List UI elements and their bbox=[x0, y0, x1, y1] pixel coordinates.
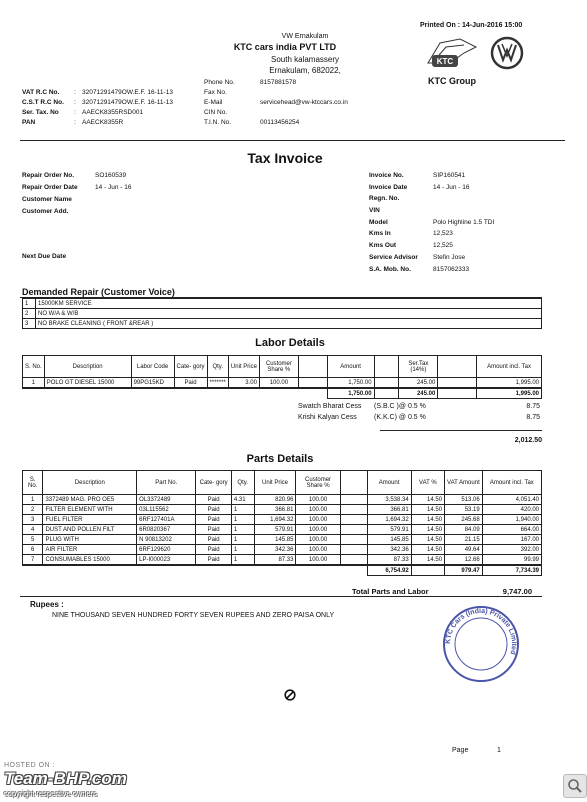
table-cell: 7 bbox=[23, 555, 43, 566]
table-row bbox=[23, 535, 542, 545]
printed-on: Printed On : 14-Jun-2016 15:00 bbox=[420, 22, 523, 29]
cess-kkc-value: 8.75 bbox=[526, 414, 540, 421]
table-cell: Paid bbox=[196, 515, 232, 525]
table-cell: 1,694.32 bbox=[367, 515, 411, 525]
table-cell bbox=[340, 545, 367, 555]
table-cell: 4.31 bbox=[231, 495, 254, 505]
table-cell: 12.66 bbox=[445, 555, 483, 566]
table-cell: 53.19 bbox=[445, 505, 483, 515]
table-cell: 14.50 bbox=[411, 525, 444, 535]
table-cell: Paid bbox=[196, 545, 232, 555]
table-cell: 513.06 bbox=[445, 495, 483, 505]
table-cell: 6RF127401A bbox=[137, 515, 196, 525]
table-cell: 14.50 bbox=[411, 535, 444, 545]
table-cell: 167.00 bbox=[482, 535, 541, 545]
table-row bbox=[23, 515, 542, 525]
table-cell: 145.85 bbox=[367, 535, 411, 545]
table-cell: 14.50 bbox=[411, 505, 444, 515]
cess-kkc-label: Krishi Kalyan Cess bbox=[298, 414, 357, 421]
tax-id-values: 32071291479OW.E.F. 16-11-13 32071291479OW.E.F. 16-11-13 AAECK8355RSD001 AAECK8355R bbox=[82, 89, 173, 126]
labor-grand-divider bbox=[380, 430, 542, 431]
table-cell: N 90813202 bbox=[137, 535, 196, 545]
table-row: 3 NO BRAKE CLEANING ( FRONT &REAR ) bbox=[23, 319, 542, 329]
demanded-repair-title: Demanded Repair (Customer Voice) bbox=[22, 287, 175, 297]
total-parts-labor-value: 9,747.00 bbox=[502, 587, 532, 596]
table-cell: 6RF129620 bbox=[137, 545, 196, 555]
tax-id-colons: : : : : bbox=[74, 89, 76, 126]
table-cell bbox=[340, 555, 367, 566]
table-cell: 14.50 bbox=[411, 495, 444, 505]
table-cell bbox=[340, 525, 367, 535]
table-cell: 87.33 bbox=[254, 555, 296, 566]
table-cell: 100.00 bbox=[296, 515, 340, 525]
table-cell: 5 bbox=[23, 535, 43, 545]
table-row: 1 15000KM SERVICE bbox=[23, 299, 542, 309]
branch-name: VW Ernakulam bbox=[281, 33, 329, 40]
table-cell: Paid bbox=[196, 505, 232, 515]
table-cell: 87.33 bbox=[367, 555, 411, 566]
cess-sbc-value: 8.75 bbox=[526, 403, 540, 410]
labor-totals-row: 1,750.00 245.00 1,995.00 bbox=[23, 388, 542, 399]
page-number: 1 bbox=[497, 747, 501, 754]
table-cell: 3 bbox=[23, 515, 43, 525]
parts-table bbox=[22, 470, 542, 576]
table-cell: 4,051.40 bbox=[482, 495, 541, 505]
table-cell bbox=[340, 515, 367, 525]
table-cell: 1 bbox=[231, 545, 254, 555]
company-address-2: Ernakulam, 682022, bbox=[269, 66, 341, 75]
table-cell: 4 bbox=[23, 525, 43, 535]
invoice-info-labels: Invoice No. Invoice Date Regn. No. VIN Model Kms In Kms Out Service Advisor S.A. Mob. No. bbox=[369, 172, 418, 273]
corner-search-icon bbox=[563, 774, 587, 798]
contact-labels: Phone No. Fax No. E-Mail CIN No. T.I.N. No. bbox=[204, 79, 235, 126]
table-cell: 366.81 bbox=[367, 505, 411, 515]
total-divider bbox=[20, 596, 542, 597]
table-cell: Paid bbox=[196, 555, 232, 566]
table-cell: OL3372489 bbox=[137, 495, 196, 505]
table-cell: 342.36 bbox=[367, 545, 411, 555]
company-address-1: South kalamassery bbox=[270, 55, 340, 64]
table-row bbox=[23, 505, 542, 515]
table-cell: 392.00 bbox=[482, 545, 541, 555]
table-row bbox=[23, 555, 542, 566]
table-cell: 2 bbox=[23, 505, 43, 515]
watermark-brand: Team-BHP.com bbox=[4, 769, 127, 788]
table-cell: 6 bbox=[23, 545, 43, 555]
watermark-hosted: HOSTED ON : bbox=[4, 762, 56, 769]
table-cell: Paid bbox=[196, 535, 232, 545]
total-parts-labor-label: Total Parts and Labor bbox=[352, 587, 429, 596]
cess-sbc-label: Swatch Bharat Cess bbox=[298, 403, 362, 410]
cess-kkc-code: (K.K.C) @ 0.5 % bbox=[374, 414, 426, 421]
table-header: S. No. Description Labor Code Cate- gory Qty. Unit Price Customer Share % Amount Ser.Tax (14%) Amount incl. Tax bbox=[23, 356, 542, 378]
order-info-values: SO160539 14 - Jun - 16 bbox=[95, 172, 132, 191]
table-cell: FILTER ELEMENT WITH bbox=[43, 505, 137, 515]
table-cell: 1,940.00 bbox=[482, 515, 541, 525]
labor-details-title: Labor Details bbox=[255, 337, 325, 349]
table-row: 1 POLO GT DIESEL 15000 99PG15KD Paid ******* 3.00 100.00 1,750.00 245.00 1,995.00 bbox=[23, 378, 542, 389]
header-divider bbox=[20, 140, 565, 141]
labor-grand-total: 2,012.50 bbox=[514, 437, 542, 444]
cess-sbc-code: (S.B.C )@ 0.5 % bbox=[374, 403, 426, 410]
table-cell: 99.99 bbox=[482, 555, 541, 566]
table-cell: CONSUMABLES 15000 bbox=[43, 555, 137, 566]
table-cell: 366.81 bbox=[254, 505, 296, 515]
table-row: 2 NO W/A & W/B bbox=[23, 309, 542, 319]
table-row bbox=[23, 495, 542, 505]
rupees-label: Rupees : bbox=[30, 600, 64, 609]
order-info-labels: Repair Order No. Repair Order Date Customer Name Customer Add. bbox=[22, 172, 78, 215]
table-cell bbox=[340, 505, 367, 515]
next-due-date-label: Next Due Date bbox=[22, 253, 67, 260]
group-label: KTC Group bbox=[428, 76, 476, 86]
table-cell: 579.91 bbox=[254, 525, 296, 535]
company-name: KTC cars india PVT LTD bbox=[233, 42, 337, 52]
table-cell: 21.15 bbox=[445, 535, 483, 545]
table-cell: LP-I000023 bbox=[137, 555, 196, 566]
watermark-copyright: copyright respective owners bbox=[4, 789, 97, 798]
table-cell: 6R0820367 bbox=[137, 525, 196, 535]
svg-text:KTC Cars (India) Private Limit: KTC Cars (India) Private Limited bbox=[444, 607, 518, 656]
table-cell: 342.36 bbox=[254, 545, 296, 555]
invoice-info-values: SIP160541 14 - Jun - 16 Polo Highline 1.5 TDI 12,523 12,525 Stefin Jose 8157062333 bbox=[433, 172, 495, 273]
vw-logo bbox=[490, 36, 524, 70]
labor-table bbox=[22, 355, 542, 399]
table-cell: 420.00 bbox=[482, 505, 541, 515]
table-cell: 1 bbox=[231, 515, 254, 525]
amount-in-words: NINE THOUSAND SEVEN HUNDRED FORTY SEVEN RUPEES AND ZERO PAISA ONLY bbox=[52, 612, 335, 619]
table-cell: 100.00 bbox=[296, 555, 340, 566]
table-cell: 84.09 bbox=[445, 525, 483, 535]
table-header: S. No. Description Part No. Cate- gory Qty. Unit Price Customer Share % Amount VAT % VAT Amount Amount incl. Tax bbox=[23, 471, 542, 495]
table-cell: 49.64 bbox=[445, 545, 483, 555]
table-cell bbox=[340, 535, 367, 545]
table-cell: 100.00 bbox=[296, 535, 340, 545]
table-cell: 14.50 bbox=[411, 545, 444, 555]
table-cell: 820.96 bbox=[254, 495, 296, 505]
table-cell: 1,694.32 bbox=[254, 515, 296, 525]
watermark bbox=[0, 760, 587, 800]
table-cell: 145.85 bbox=[254, 535, 296, 545]
table-cell: 100.00 bbox=[296, 525, 340, 535]
table-cell: PLUG WITH bbox=[43, 535, 137, 545]
table-cell: 100.00 bbox=[296, 505, 340, 515]
table-cell: Paid bbox=[196, 525, 232, 535]
parts-totals-row: 6,754.92 979.47 7,734.39 bbox=[23, 565, 542, 576]
table-cell: 3,538.34 bbox=[367, 495, 411, 505]
table-cell: 1 bbox=[231, 555, 254, 566]
table-cell: AIR FILTER bbox=[43, 545, 137, 555]
page-label: Page bbox=[452, 747, 469, 754]
table-cell: 664.00 bbox=[482, 525, 541, 535]
table-cell: Paid bbox=[196, 495, 232, 505]
table-cell: 100.00 bbox=[296, 495, 340, 505]
company-stamp bbox=[441, 604, 521, 684]
table-cell: 1 bbox=[23, 495, 43, 505]
table-row bbox=[23, 525, 542, 535]
tax-id-labels: VAT R.C No. C.S.T R.C No. Ser. Tax. No PAN bbox=[22, 89, 64, 126]
table-cell: FUEL FILTER bbox=[43, 515, 137, 525]
table-cell: 579.91 bbox=[367, 525, 411, 535]
table-cell: 1 bbox=[231, 505, 254, 515]
table-cell: 245.68 bbox=[445, 515, 483, 525]
prohibited-icon bbox=[284, 688, 296, 700]
parts-details-title: Parts Details bbox=[246, 453, 314, 465]
table-cell: 03L115562 bbox=[137, 505, 196, 515]
demanded-repair-table bbox=[22, 298, 542, 329]
table-cell: 1 bbox=[231, 535, 254, 545]
table-cell: DUST AND POLLEN FILT bbox=[43, 525, 137, 535]
table-cell: 3372489 MAG. PRO OE5 bbox=[43, 495, 137, 505]
page-title: Tax Invoice bbox=[247, 150, 323, 166]
table-cell: 14.50 bbox=[411, 555, 444, 566]
svg-text:KTC: KTC bbox=[436, 57, 454, 66]
contact-values: 8157881578 servicehead@vw-ktccars.co.in 00113456254 bbox=[260, 79, 348, 126]
table-row bbox=[23, 545, 542, 555]
table-cell: 14.50 bbox=[411, 515, 444, 525]
table-cell: 1 bbox=[231, 525, 254, 535]
table-cell: 100.00 bbox=[296, 545, 340, 555]
table-cell bbox=[340, 495, 367, 505]
